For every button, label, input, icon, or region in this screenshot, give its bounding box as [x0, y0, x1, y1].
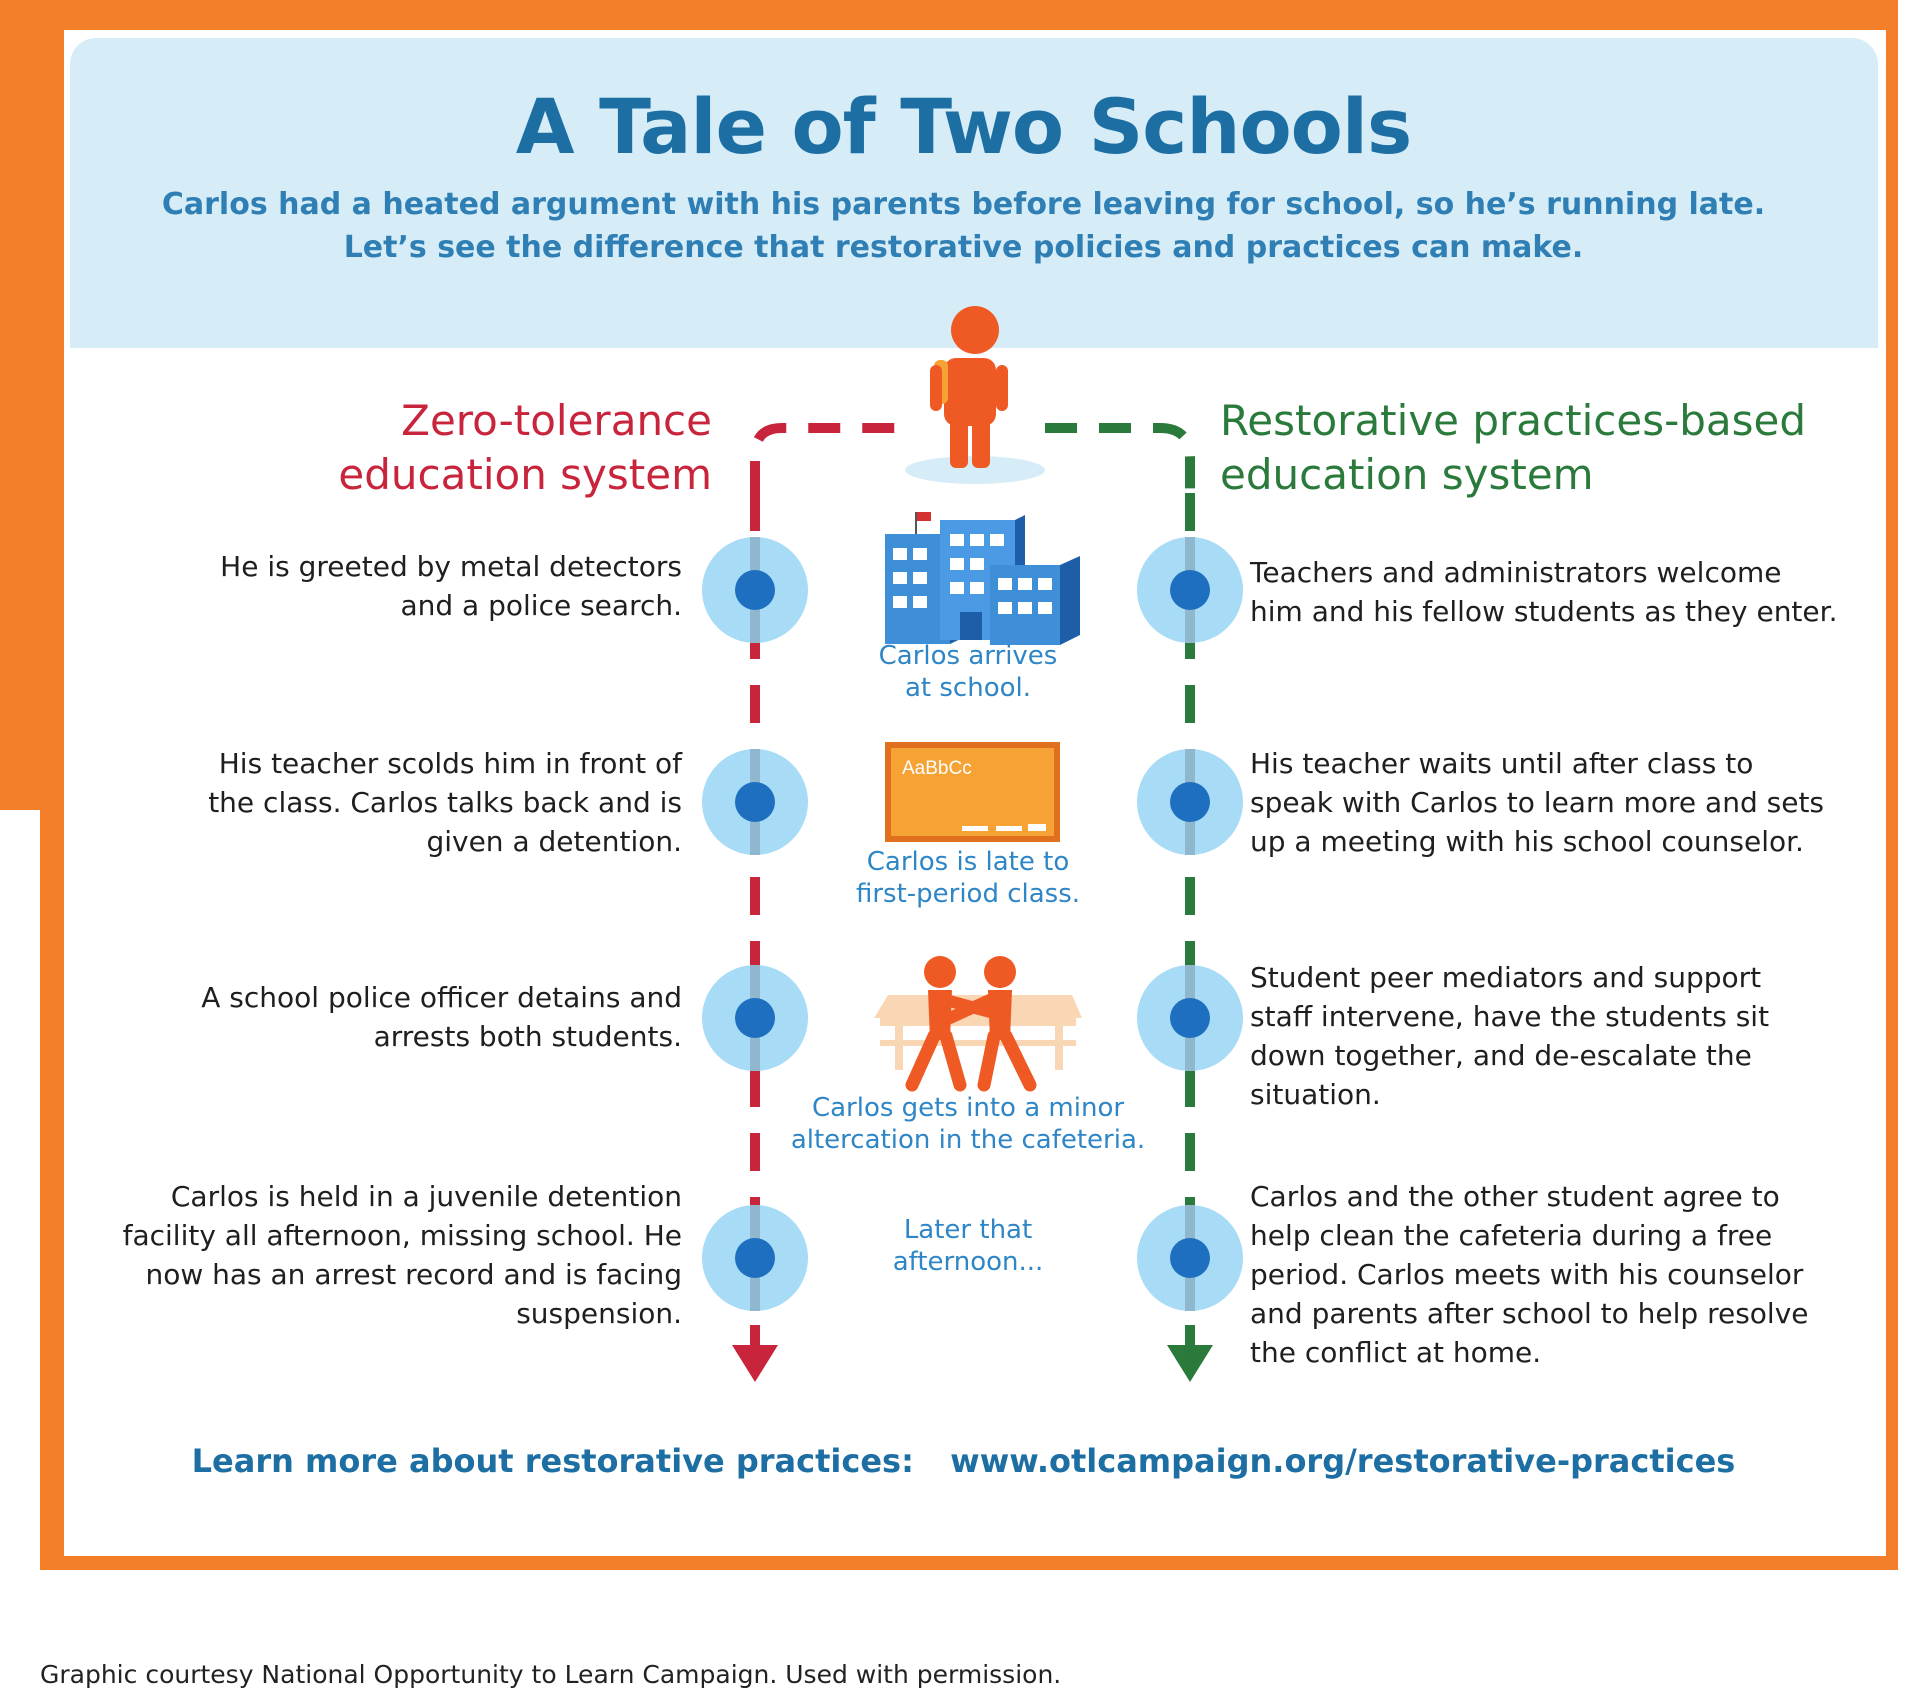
image-credit-caption: Graphic courtesy National Opportunity to Learn Campaign. Used with permission.	[40, 1660, 1062, 1689]
left-step-2-line-1: His teacher scolds him in front of	[218, 747, 682, 780]
zero-tolerance-title	[300, 394, 712, 502]
left-step-2-line-2: the class. Carlos talks back and is	[208, 786, 682, 819]
right-step-3-line-3: down together, and de-escalate the	[1250, 1039, 1752, 1072]
left-step-3	[100, 978, 682, 1056]
right-node	[1137, 537, 1243, 643]
right-step-2	[1250, 744, 1850, 861]
center-event-3-line-1: Carlos gets into a minor	[811, 1093, 1125, 1123]
left-step-3-line-1: A school police officer detains and	[201, 981, 682, 1014]
left-step-4	[100, 1177, 682, 1333]
right-step-4-line-5: the conflict at home.	[1250, 1336, 1542, 1369]
center-event-2-line-1: Carlos is late to	[866, 847, 1070, 877]
student-figure-icon	[905, 306, 1045, 484]
chalkboard-text: AaBbCc	[902, 758, 972, 779]
left-node	[702, 537, 808, 643]
center-event-1	[778, 640, 1158, 704]
left-step-4-line-4: suspension.	[516, 1297, 682, 1330]
footer-label: Learn more about restorative practices:	[191, 1442, 914, 1480]
subtitle-line-1: Carlos had a heated argument with his parents before leaving for school, so he’s running late.	[161, 187, 1766, 222]
center-event-2	[778, 846, 1158, 910]
page-title: A Tale of Two Schools	[515, 82, 1412, 171]
footer-learn-more	[0, 1442, 1927, 1480]
right-step-2-line-1: His teacher waits until after class to	[1250, 747, 1754, 780]
school-building-icon	[885, 512, 1080, 645]
left-step-2-line-3: given a detention.	[426, 825, 682, 858]
right-step-1	[1250, 553, 1850, 631]
right-step-3-line-1: Student peer mediators and support	[1250, 961, 1762, 994]
right-node	[1137, 965, 1243, 1071]
center-event-4	[778, 1214, 1158, 1278]
left-node	[702, 965, 808, 1071]
zero-tolerance-title-line-1: Zero-tolerance	[401, 396, 712, 445]
zero-tolerance-title-line-2: education system	[338, 450, 712, 499]
right-step-4	[1250, 1177, 1850, 1372]
right-step-2-line-3: up a meeting with his school counselor.	[1250, 825, 1804, 858]
chalkboard-icon	[885, 742, 1060, 842]
right-arrow-head	[1167, 1345, 1213, 1382]
restorative-title-line-2: education system	[1220, 450, 1594, 499]
right-step-2-line-2: speak with Carlos to learn more and sets	[1250, 786, 1825, 819]
center-event-1-line-1: Carlos arrives	[878, 641, 1058, 671]
right-step-4-line-3: period. Carlos meets with his counselor	[1250, 1258, 1804, 1291]
left-step-4-line-2: facility all afternoon, missing school. He	[122, 1219, 682, 1252]
left-step-3-line-2: arrests both students.	[373, 1020, 682, 1053]
center-event-2-line-2: first-period class.	[855, 879, 1081, 909]
right-step-4-line-2: help clean the cafeteria during a free	[1250, 1219, 1773, 1252]
footer-url-link[interactable]: www.otlcampaign.org/restorative-practices	[950, 1442, 1736, 1480]
right-step-1-line-2: him and his fellow students as they enter.	[1250, 595, 1838, 628]
left-arrow-head	[732, 1345, 778, 1382]
left-step-1-line-1: He is greeted by metal detectors	[220, 550, 682, 583]
right-step-4-line-4: and parents after school to help resolve	[1250, 1297, 1809, 1330]
center-event-4-line-2: afternoon...	[892, 1247, 1044, 1277]
subtitle-line-2: Let’s see the difference that restorative policies and practices can make.	[343, 230, 1584, 265]
right-step-3	[1250, 958, 1850, 1114]
restorative-title-line-1: Restorative practices-based	[1220, 396, 1807, 445]
right-step-1-line-1: Teachers and administrators welcome	[1250, 556, 1782, 589]
right-step-3-line-4: situation.	[1250, 1078, 1381, 1111]
center-event-3	[778, 1092, 1158, 1156]
left-step-4-line-1: Carlos is held in a juvenile detention	[170, 1180, 682, 1213]
right-step-4-line-1: Carlos and the other student agree to	[1250, 1180, 1780, 1213]
restorative-title	[1220, 394, 1840, 502]
left-step-2	[100, 744, 682, 861]
left-step-4-line-3: now has an arrest record and is facing	[145, 1258, 682, 1291]
cafeteria-altercation-icon	[874, 956, 1082, 1085]
center-event-1-line-2: at school.	[904, 673, 1031, 703]
right-node	[1137, 749, 1243, 855]
right-step-3-line-2: staff intervene, have the students sit	[1250, 1000, 1770, 1033]
center-event-3-line-2: altercation in the cafeteria.	[790, 1125, 1146, 1155]
left-node	[702, 749, 808, 855]
center-event-4-line-1: Later that	[903, 1215, 1033, 1245]
left-step-1-line-2: and a police search.	[400, 589, 682, 622]
left-step-1	[100, 547, 682, 625]
